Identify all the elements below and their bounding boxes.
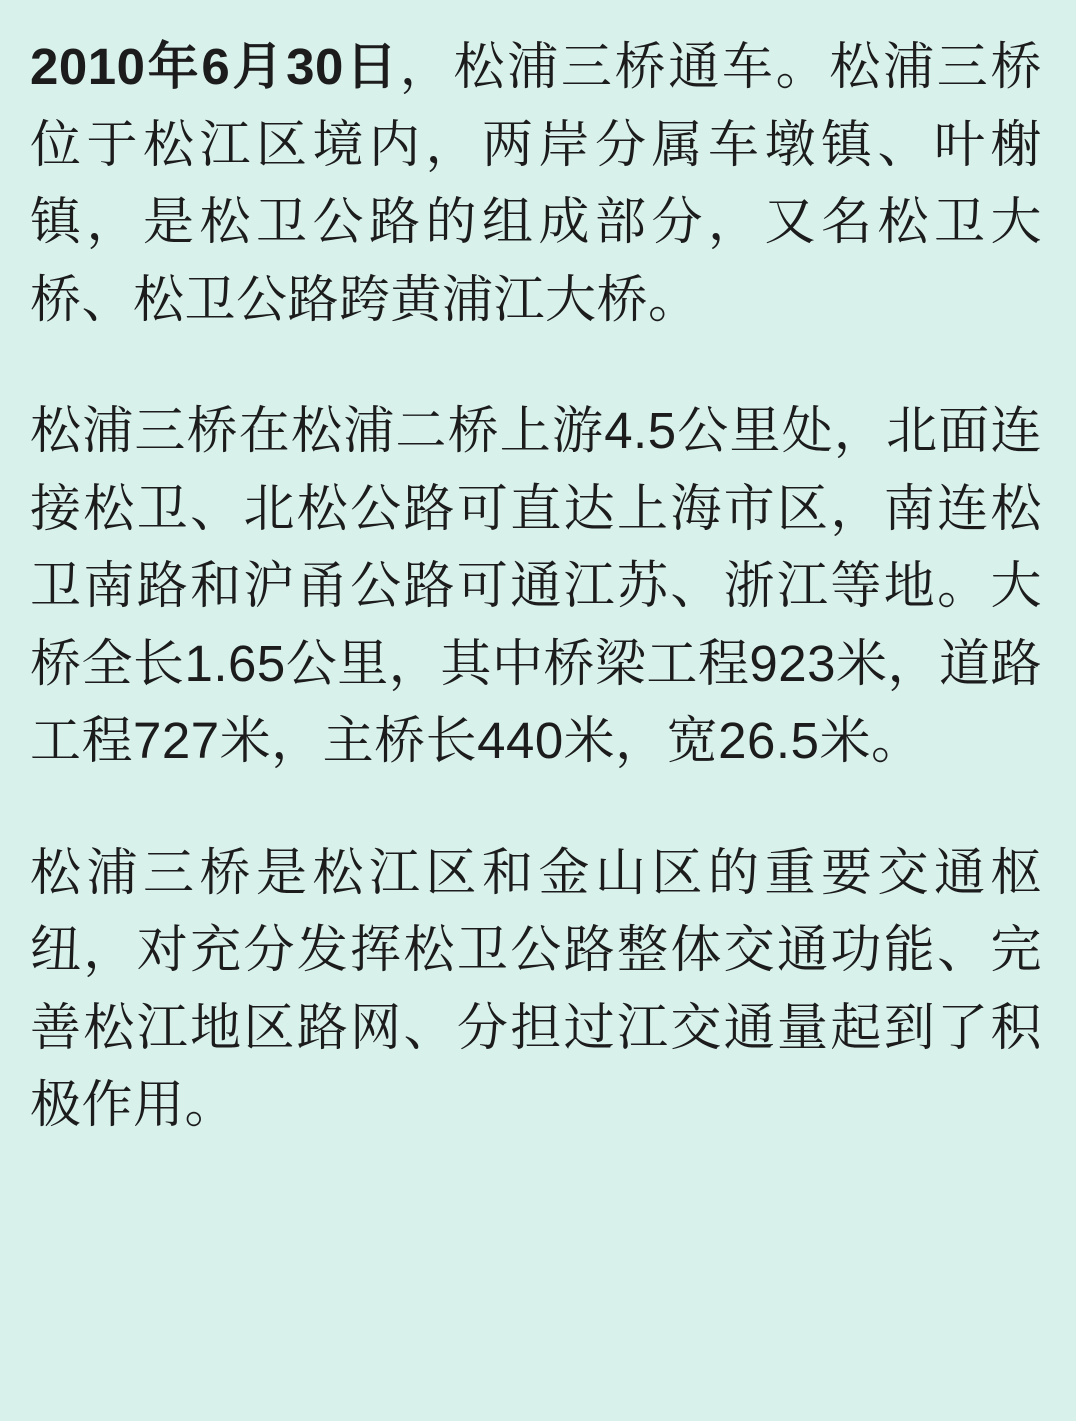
paragraph-3: 松浦三桥是松江区和金山区的重要交通枢纽，对充分发挥松卫公路整体交通功能、完善松江地区路网、分担过江交通量起到了积极作用。: [30, 843, 1042, 1134]
paragraph-1-text: ，松浦三桥通车。松浦三桥位于松江区境内，两岸分属车墩镇、叶榭镇，是松卫公路的组成部分，又名松卫大桥、松卫公路跨黄浦江大桥。: [30, 38, 1042, 328]
paragraph-1-date: 2010年6月30日: [30, 38, 400, 95]
paragraph-2: 松浦三桥在松浦二桥上游4.5公里处，北面连接松卫、北松公路可直达上海市区，南连松卫南路和沪甬公路可通江苏、浙江等地。大桥全长1.65公里，其中桥梁工程923米，道路工程727米，主桥长440米，宽26.5米。: [30, 402, 1042, 770]
paragraph-1: [30, 28, 1042, 338]
